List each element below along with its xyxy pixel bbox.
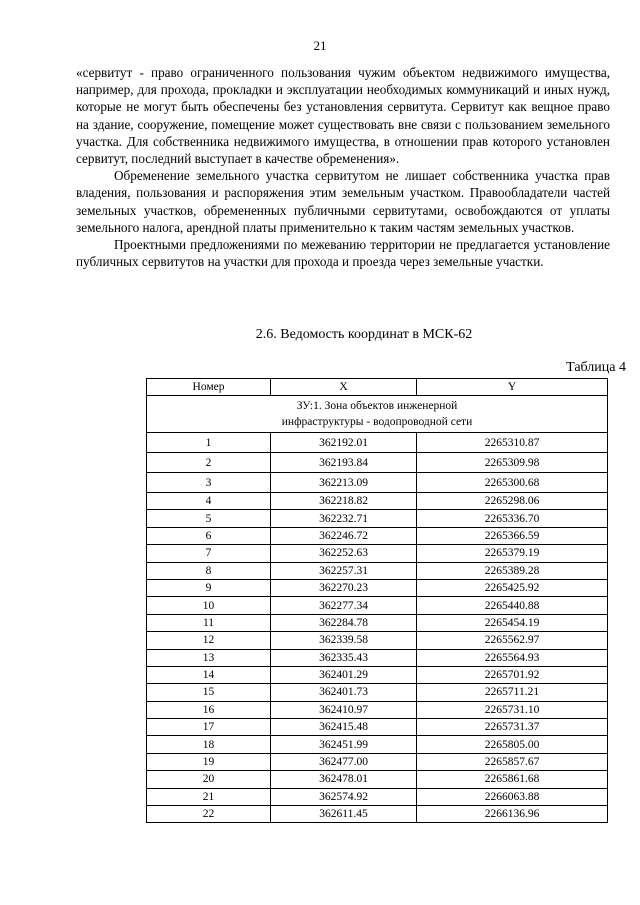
x-coordinate-cell: 362574.92 — [271, 788, 417, 805]
x-coordinate-cell: 362277.34 — [271, 597, 417, 614]
y-coordinate-cell: 2265711.21 — [417, 684, 608, 701]
y-coordinate-cell: 2265731.10 — [417, 701, 608, 718]
x-coordinate-cell: 362415.48 — [271, 719, 417, 736]
table-row — [147, 788, 608, 805]
table-row — [147, 753, 608, 770]
table-row — [147, 527, 608, 544]
y-coordinate-cell: 2265805.00 — [417, 736, 608, 753]
point-number-cell: 1 — [147, 433, 271, 453]
point-number-cell: 16 — [147, 701, 271, 718]
x-coordinate-cell: 362451.99 — [271, 736, 417, 753]
table-row — [147, 493, 608, 510]
y-coordinate-cell: 2265454.19 — [417, 614, 608, 631]
x-coordinate-cell: 362193.84 — [271, 453, 417, 473]
header-y: Y — [417, 379, 608, 396]
y-coordinate-cell: 2265298.06 — [417, 493, 608, 510]
point-number-cell: 19 — [147, 753, 271, 770]
coordinates-table — [146, 378, 608, 823]
y-coordinate-cell: 2265425.92 — [417, 579, 608, 596]
table-row — [147, 453, 608, 473]
y-coordinate-cell: 2265562.97 — [417, 632, 608, 649]
point-number-cell: 5 — [147, 510, 271, 527]
x-coordinate-cell: 362339.58 — [271, 632, 417, 649]
x-coordinate-cell: 362257.31 — [271, 562, 417, 579]
x-coordinate-cell: 362401.29 — [271, 666, 417, 683]
zone-title-line-1: ЗУ:1. Зона объектов инженерной — [296, 400, 458, 412]
header-x: X — [271, 379, 417, 396]
point-number-cell: 21 — [147, 788, 271, 805]
y-coordinate-cell: 2265336.70 — [417, 510, 608, 527]
y-coordinate-cell: 2265310.87 — [417, 433, 608, 453]
table-row — [147, 579, 608, 596]
y-coordinate-cell: 2265300.68 — [417, 473, 608, 493]
table-header-row — [147, 379, 608, 396]
paragraph-encumbrance: Обременение земельного участка сервитутом не лишает собственника участка прав владения, пользования и распоряжения этим земельным участком. Правообладатели частей земельных участков, обремененных публичными сервитутами, освобождаются от уплаты земельного налога, арендной платы применительно к таким частям земельных участков. — [76, 168, 610, 235]
table-row — [147, 684, 608, 701]
table-row — [147, 632, 608, 649]
table-row — [147, 701, 608, 718]
x-coordinate-cell: 362270.23 — [271, 579, 417, 596]
table-caption: Таблица 4 — [566, 360, 626, 375]
y-coordinate-cell: 2265861.68 — [417, 771, 608, 788]
y-coordinate-cell: 2265564.93 — [417, 649, 608, 666]
y-coordinate-cell: 2266063.88 — [417, 788, 608, 805]
table-row — [147, 719, 608, 736]
table-row — [147, 666, 608, 683]
y-coordinate-cell: 2265731.37 — [417, 719, 608, 736]
point-number-cell: 8 — [147, 562, 271, 579]
header-number: Номер — [147, 379, 271, 396]
point-number-cell: 10 — [147, 597, 271, 614]
y-coordinate-cell: 2265440.88 — [417, 597, 608, 614]
point-number-cell: 17 — [147, 719, 271, 736]
x-coordinate-cell: 362232.71 — [271, 510, 417, 527]
x-coordinate-cell: 362478.01 — [271, 771, 417, 788]
x-coordinate-cell: 362213.09 — [271, 473, 417, 493]
table-row — [147, 597, 608, 614]
table-row — [147, 614, 608, 631]
paragraph-servitude-definition: «сервитут - право ограниченного пользования чужим объектом недвижимого имущества, например, для прохода, прокладки и эксплуатации необходимых коммуникаций и иных нужд, которые не могут быть обеспечены без установления сервитута. Сервитут как вещное право на здание, сооружение, помещение может существовать вне связи с пользованием земельного участка. Для собственника недвижимого имущества, в отношении прав которого установлен сервитут, последний выступает в качестве обременения». — [76, 65, 610, 167]
x-coordinate-cell: 362401.73 — [271, 684, 417, 701]
x-coordinate-cell: 362335.43 — [271, 649, 417, 666]
x-coordinate-cell: 362218.82 — [271, 493, 417, 510]
x-coordinate-cell: 362284.78 — [271, 614, 417, 631]
point-number-cell: 3 — [147, 473, 271, 493]
table-row — [147, 433, 608, 453]
zone-cell — [147, 396, 608, 433]
y-coordinate-cell: 2265309.98 — [417, 453, 608, 473]
y-coordinate-cell: 2265366.59 — [417, 527, 608, 544]
table-row — [147, 510, 608, 527]
table-row — [147, 473, 608, 493]
table-row — [147, 649, 608, 666]
point-number-cell: 20 — [147, 771, 271, 788]
point-number-cell: 15 — [147, 684, 271, 701]
point-number-cell: 2 — [147, 453, 271, 473]
x-coordinate-cell: 362611.45 — [271, 806, 417, 823]
point-number-cell: 9 — [147, 579, 271, 596]
point-number-cell: 14 — [147, 666, 271, 683]
x-coordinate-cell: 362192.01 — [271, 433, 417, 453]
point-number-cell: 7 — [147, 545, 271, 562]
table-row — [147, 736, 608, 753]
body-text — [76, 64, 610, 270]
table-row — [147, 545, 608, 562]
y-coordinate-cell: 2265857.67 — [417, 753, 608, 770]
y-coordinate-cell: 2265701.92 — [417, 666, 608, 683]
table-row — [147, 771, 608, 788]
x-coordinate-cell: 362246.72 — [271, 527, 417, 544]
y-coordinate-cell: 2266136.96 — [417, 806, 608, 823]
section-title: 2.6. Ведомость координат в МСК-62 — [255, 327, 473, 342]
page-number: 21 — [313, 38, 327, 53]
x-coordinate-cell: 362252.63 — [271, 545, 417, 562]
y-coordinate-cell: 2265389.28 — [417, 562, 608, 579]
zone-title-line-2: инфраструктуры - водопроводной сети — [281, 416, 473, 428]
point-number-cell: 11 — [147, 614, 271, 631]
x-coordinate-cell: 362410.97 — [271, 701, 417, 718]
point-number-cell: 12 — [147, 632, 271, 649]
x-coordinate-cell: 362477.00 — [271, 753, 417, 770]
paragraph-proposals: Проектными предложениями по межеванию территории не предлагается установление публичных сервитутов на участки для прохода и проезда через земельные участки. — [76, 237, 610, 270]
point-number-cell: 22 — [147, 806, 271, 823]
point-number-cell: 13 — [147, 649, 271, 666]
zone-row — [147, 396, 608, 433]
point-number-cell: 4 — [147, 493, 271, 510]
point-number-cell: 6 — [147, 527, 271, 544]
table-row — [147, 562, 608, 579]
y-coordinate-cell: 2265379.19 — [417, 545, 608, 562]
table-row — [147, 806, 608, 823]
point-number-cell: 18 — [147, 736, 271, 753]
